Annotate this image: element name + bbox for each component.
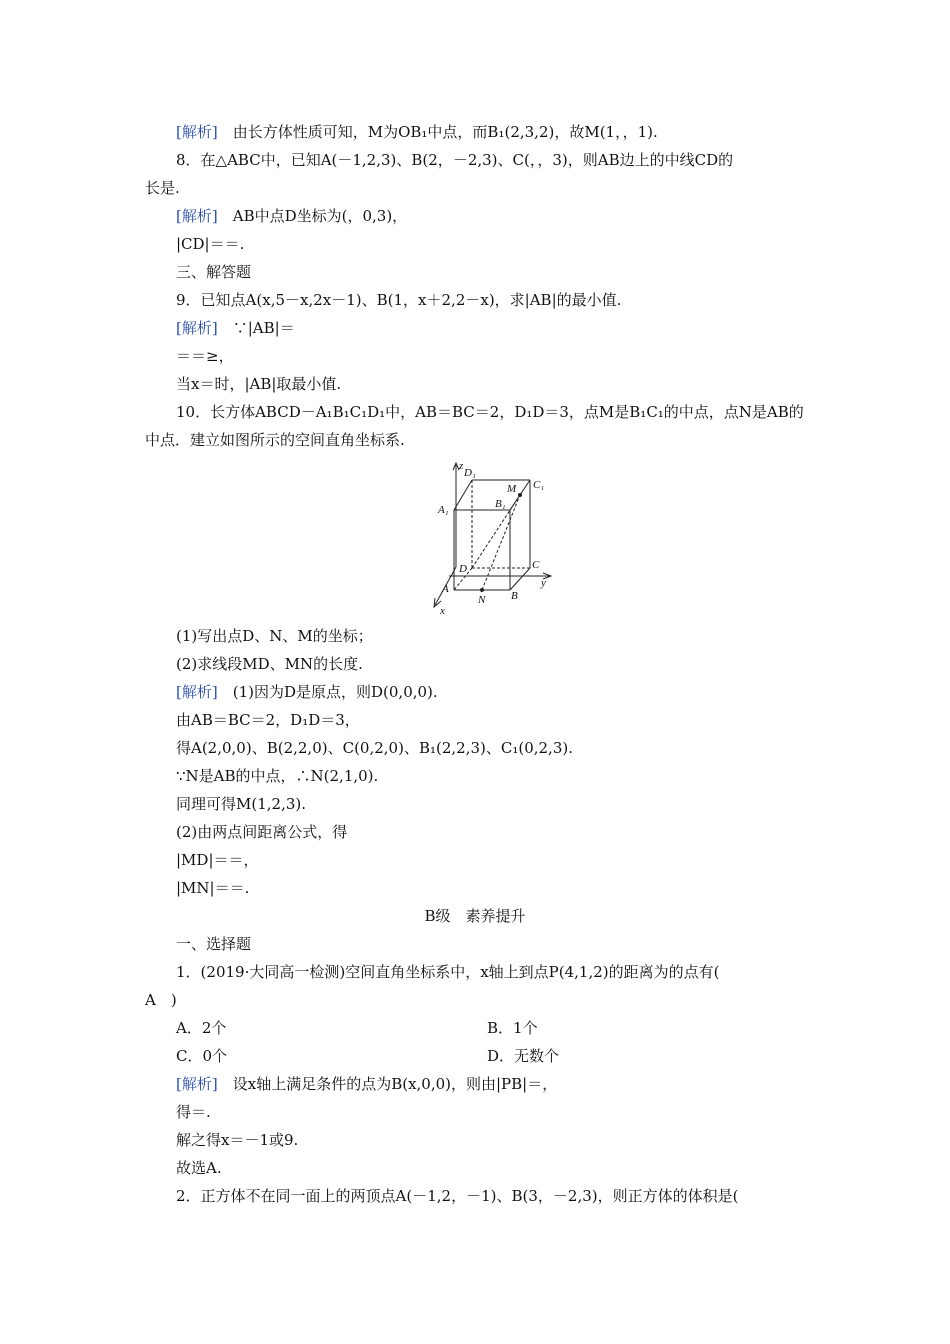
answer-line: |MD|＝＝， (176, 851, 259, 869)
question-9: 9．已知点A(x,5－x,2x－1)、B(1，x＋2,2－x)，求|AB|的最小值. (176, 291, 622, 309)
label-c: C (532, 559, 540, 571)
answer-line: ＝＝≥， (176, 347, 234, 365)
label-b: B (511, 590, 518, 602)
analysis-line: [解析] AB中点D坐标为(，0,3)， (176, 207, 408, 225)
option-d: D．无数个 (487, 1047, 560, 1065)
answer-line: 同理可得M(1,2,3). (176, 795, 306, 813)
answer-line: |CD|＝＝. (176, 235, 245, 253)
analysis-line: [解析] 设x轴上满足条件的点为B(x,0,0)，则由|PB|＝， (176, 1075, 558, 1093)
question-8: 8．在△ABC中，已知A(－1,2,3)、B(2，－2,3)、C(，，3)，则AB边上的中线CD的 (176, 151, 734, 169)
label-c1: C₁ (533, 479, 545, 491)
answer-line: 得＝. (176, 1103, 211, 1121)
label-b1: B₁ (495, 498, 506, 510)
analysis-tag: [解析] (176, 319, 218, 337)
point-m (518, 493, 522, 497)
answer-line: 得A(2,0,0)、B(2,2,0)、C(0,2,0)、B₁(2,2,3)、C₁(0,2,3). (176, 739, 573, 757)
answer-line: (2)由两点间距离公式，得 (176, 823, 348, 841)
question-10-cont: 中点．建立如图所示的空间直角坐标系. (145, 431, 405, 449)
label-a1: A₁ (438, 504, 449, 516)
answer-line: ∵N是AB的中点，∴N(2,1,0). (176, 767, 379, 785)
point-n (480, 588, 484, 592)
label-x: x (440, 605, 445, 617)
answer-line: 故选A. (176, 1159, 222, 1177)
analysis-tag: [解析] (176, 123, 218, 141)
sub-question-1: (1)写出点D、N、M的坐标； (176, 627, 373, 645)
question-8-cont: 长是. (145, 179, 180, 197)
option-a: A．2个 (176, 1019, 227, 1037)
edge-b-c (510, 568, 530, 590)
section-heading: 三、解答题 (176, 263, 252, 281)
section-title: B级 素养提升 (424, 907, 526, 925)
answer-line: 解之得x＝－1或9. (176, 1131, 299, 1149)
analysis-tag: [解析] (176, 683, 218, 701)
section-heading: 一、选择题 (176, 935, 252, 953)
sub-question-2: (2)求线段MD、MN的长度. (176, 655, 363, 673)
option-b: B．1个 (487, 1019, 538, 1037)
analysis-line: [解析] (1)因为D是原点，则D(0,0,0). (176, 683, 438, 701)
answer-line: 当x＝时，|AB|取最小值. (176, 375, 342, 393)
label-d1: D₁ (464, 467, 476, 479)
label-n: N (478, 594, 486, 606)
question-1: 1．(2019·大同高一检测)空间直角坐标系中，x轴上到点P(4,1,2)的距离为的点有( (176, 963, 720, 981)
edge-d1-a1 (454, 480, 472, 510)
question-1-answer: A ) (145, 991, 177, 1009)
analysis-line: [解析] 由长方体性质可知，M为OB₁中点，而B₁(2,3,2)，故M(1，，1). (176, 123, 658, 141)
analysis-line: [解析] ∵|AB|＝ (176, 319, 295, 337)
analysis-tag: [解析] (176, 207, 218, 225)
cuboid-figure (425, 455, 565, 620)
question-2: 2．正方体不在同一面上的两顶点A(－1,2，－1)、B(3，－2,3)，则正方体的体积是( (176, 1187, 739, 1205)
answer-line: |MN|＝＝. (176, 879, 250, 897)
analysis-tag: [解析] (176, 1075, 218, 1093)
label-z: z (459, 460, 464, 472)
label-a: A (442, 583, 449, 595)
answer-line: 由AB＝BC＝2，D₁D＝3， (176, 711, 360, 729)
label-y: y (541, 577, 546, 589)
label-m: M (507, 483, 517, 495)
option-c: C．0个 (176, 1047, 228, 1065)
label-d: D (459, 563, 467, 575)
question-10: 10．长方体ABCD－A₁B₁C₁D₁中，AB＝BC＝2，D₁D＝3，点M是B₁C₁的中点，点N是AB的 (176, 403, 804, 421)
